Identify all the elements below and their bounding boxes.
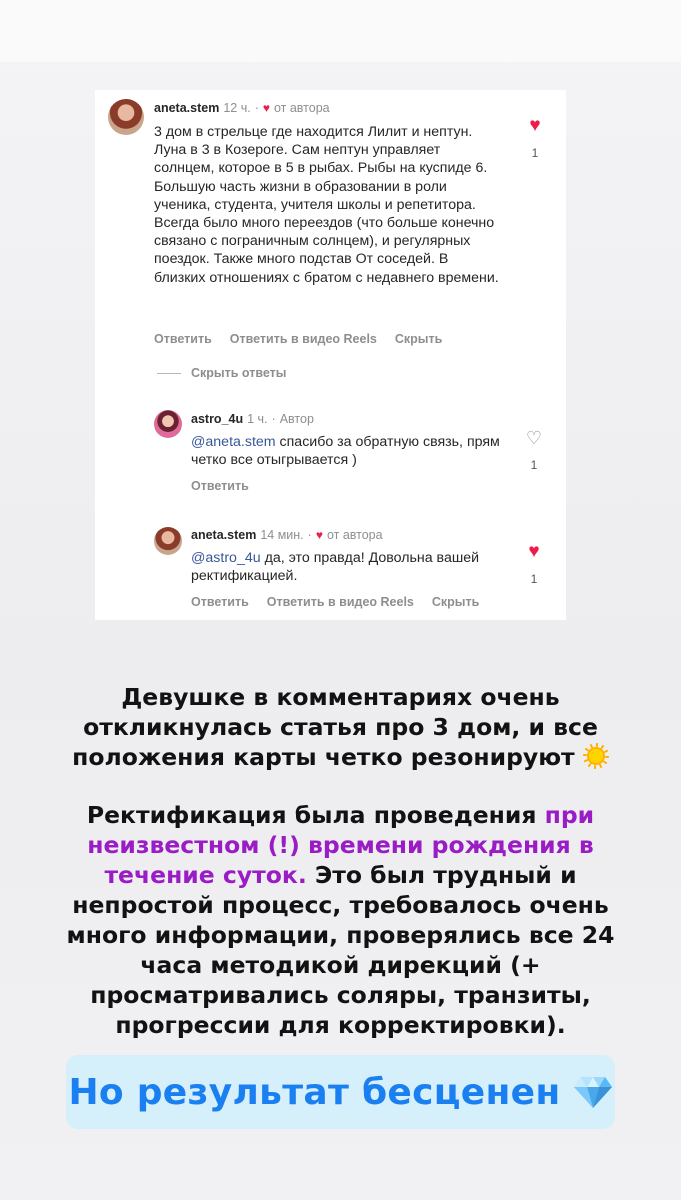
hide-button[interactable]: Скрыть: [394, 332, 443, 346]
reply-button[interactable]: Ответить: [191, 479, 249, 493]
like-count: 1: [530, 458, 538, 472]
story-caption-2: [50, 800, 631, 1040]
avatar[interactable]: [154, 410, 182, 438]
comment-aneta-1: [95, 90, 566, 360]
comment-actions: [191, 595, 479, 609]
like-control: [523, 116, 547, 160]
result-banner: [66, 1055, 615, 1129]
heart-filled-icon[interactable]: ♥: [528, 541, 540, 562]
like-count: 1: [531, 146, 539, 160]
sun-icon: [583, 743, 609, 769]
author-like-badge: от автора: [326, 528, 383, 542]
avatar[interactable]: [154, 527, 182, 555]
like-control: [522, 428, 546, 472]
caption-text-end: Это был трудный и непростой процесс, требовалось очень много информации, проверялись все 24 часа методикой дирекций (+ просматривались соляры, транзиты, прогрессии для корректировки).: [66, 861, 615, 1039]
heart-icon: ♥: [315, 528, 323, 542]
result-text: Но результат бесценен: [68, 1071, 561, 1113]
hide-replies-label: Скрыть ответы: [191, 366, 287, 380]
comment-text-body: спасибо за обратную связь, прям четко все отыгрывается ): [191, 434, 500, 469]
like-count: 1: [530, 572, 538, 586]
reply-reels-button[interactable]: Ответить в видео Reels: [229, 332, 377, 346]
reply-astro: [95, 400, 566, 500]
heart-icon: ♥: [262, 101, 270, 115]
caption-highlight: при неизвестном (!) времени рождения в течение суток.: [87, 801, 595, 889]
gem-icon: [573, 1074, 613, 1110]
mention-link[interactable]: @astro_4u: [191, 550, 261, 566]
caption-text-start: Ректификация была проведения: [86, 801, 545, 829]
comments-screenshot: [95, 90, 566, 620]
comment-time: 12 ч.: [223, 101, 251, 115]
comment-text: [191, 433, 501, 469]
hide-button[interactable]: Скрыть: [431, 595, 480, 609]
story-top-area: [0, 0, 681, 62]
comment-meta: [154, 101, 330, 115]
heart-filled-icon[interactable]: ♥: [529, 115, 541, 136]
avatar[interactable]: [108, 99, 144, 135]
comment-username[interactable]: astro_4u: [191, 412, 244, 426]
reply-button[interactable]: Ответить: [154, 332, 212, 346]
comment-text: [191, 549, 491, 585]
reply-reels-button[interactable]: Ответить в видео Reels: [266, 595, 414, 609]
like-control: [522, 542, 546, 586]
hide-replies-button[interactable]: [157, 366, 286, 380]
comment-text-body: да, это правда! Довольна вашей ректификацией.: [191, 550, 480, 585]
mention-link[interactable]: @aneta.stem: [191, 434, 276, 450]
reply-button[interactable]: Ответить: [191, 595, 249, 609]
comment-username[interactable]: aneta.stem: [154, 101, 220, 115]
comment-meta: [191, 412, 314, 426]
author-like-badge: от автора: [273, 101, 330, 115]
heart-outline-icon[interactable]: ♡: [525, 428, 543, 448]
caption-text: Девушке в комментариях очень откликнулась статья про 3 дом, и все положения карты четко резонируют: [72, 683, 598, 771]
separator-dot: ·: [271, 412, 276, 426]
comment-text: 3 дом в стрельце где находится Лилит и нептун. Луна в 3 в Козероге. Сам нептун управляет солнцем, которое в 5 в рыбах. Рыбы на куспиде 6. Большую часть жизни в образовании в роли ученика, студента, учителя школы и репетитора. Всегда было много переездов (что больше конечно связано с пограничным солнцем), и регулярных поездок. Также много подстав От соседей. В близких отношениях с братом с недавнего времени.: [154, 124, 499, 286]
separator-dot: ·: [254, 101, 259, 115]
comment-time: 1 ч.: [247, 412, 268, 426]
comment-time: 14 мин.: [260, 528, 304, 542]
comment-actions: [154, 332, 442, 346]
separator-dot: ·: [307, 528, 312, 542]
story-caption-1: [60, 682, 621, 772]
author-badge: Автор: [279, 412, 314, 426]
divider: [157, 373, 181, 374]
comment-username[interactable]: aneta.stem: [191, 528, 257, 542]
comment-meta: [191, 528, 383, 542]
comment-actions: [191, 479, 249, 493]
